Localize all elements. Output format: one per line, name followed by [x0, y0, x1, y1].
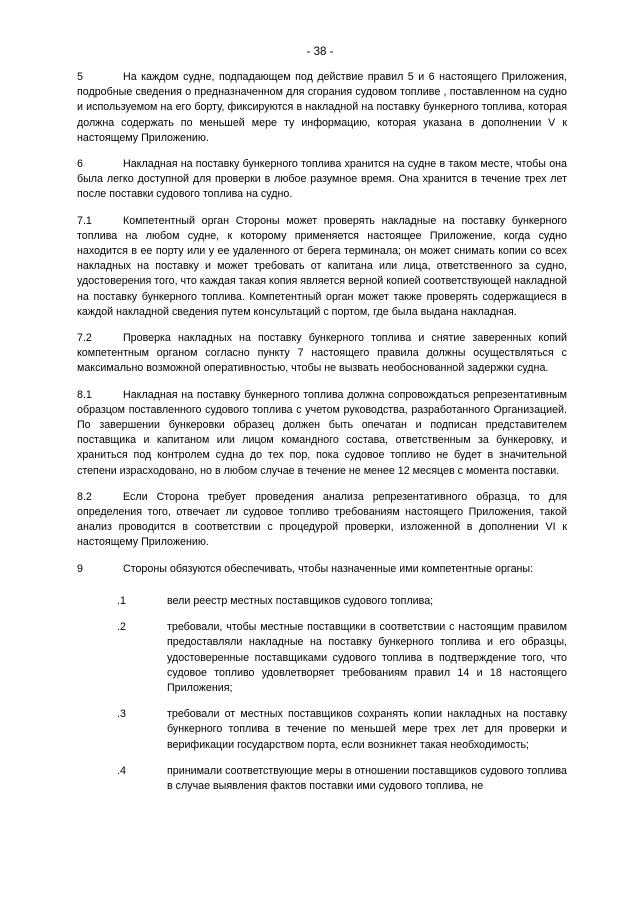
subitem-text: требовали от местных поставщиков сохранять копии накладных на поставку бункерного топлива в течение по меньшей мере трех лет для проверки и верификации государством порта, если возникнет такая необходимость;: [167, 708, 567, 751]
paragraph-5: [77, 70, 567, 146]
paragraph-number: 7.2: [77, 332, 92, 345]
paragraph-text: Накладная на поставку бункерного топлива хранится на судне в таком месте, чтобы она была легко доступной для проверки в любое разумное время. Она хранится в течение трех лет после поставки судового топлива на судно.: [77, 158, 567, 201]
paragraph-9: [77, 562, 567, 577]
paragraph-number: 8.2: [77, 490, 92, 503]
page-number: - 38 -: [306, 46, 334, 58]
subitem-4: [77, 764, 567, 794]
subitem-number: .2: [117, 621, 126, 634]
paragraph-text: Проверка накладных на поставку бункерного топлива и снятие заверенных копий компетентным органом согласно пункту 7 настоящего правила должны осуществляться с максимально возможной оперативностью, чтобы не вызвать необоснованной задержки судна.: [77, 332, 567, 375]
paragraph-7-1: [77, 214, 567, 320]
subitem-text: вели реестр местных поставщиков судового топлива;: [167, 594, 434, 607]
paragraph-number: 7.1: [77, 214, 92, 227]
paragraph-8-2: [77, 490, 567, 551]
paragraph-text: Накладная на поставку бункерного топлива должна сопровождаться репрезентативным образцом поставленного судового топлива с учетом руководства, разработанного Организацией. По завершении бункеровки образец должен быть опечатан и подписан представителем поставщика и капитаном или лицом командного состава, ответственным за бункеровку, и храниться под контролем судна до тех пор, пока судовое топливо не будет в значительной степени израсходовано, но в любом случае в течение не менее 12 месяцев с момента поставки.: [77, 388, 567, 477]
subitem-2: [77, 620, 567, 696]
document-body: [77, 70, 567, 805]
subitem-text: принимали соответствующие меры в отношении поставщиков судового топлива в случае выявления фактов поставки ими судового топлива, не: [167, 764, 567, 792]
paragraph-text: Компетентный орган Стороны может проверять накладные на поставку бункерного топлива на любом судне, к которому применяется настоящее Приложение, когда судно находится в ее порту или у ее удаленного от берега терминала; он может снимать копии со всех накладных на поставку и может требовать от капитана или лица, ответственного за судно, удостоверения того, что каждая такая копия является верной копией соответствующей накладной на поставку бункерного топлива. Компетентный орган может также проверять содержащиеся в каждой накладной сведения путем консультаций с портом, где была выдана накладная.: [77, 214, 568, 318]
paragraph-number: 5: [77, 71, 83, 83]
paragraph-number: 6: [77, 158, 83, 171]
subitem-text: требовали, чтобы местные поставщики в соответствии с настоящим правилом предоставляли накладные на поставку бункерного топлива и его образцы, удостоверенные поставщиками судового топлива в подтверждение того, что судовое топливо удовлетворяет требованиям правил 14 и 18 настоящего Приложения;: [167, 621, 567, 694]
paragraph-number: 9: [77, 562, 83, 575]
subitem-number: .4: [117, 764, 126, 777]
paragraph-7-2: [77, 331, 567, 377]
paragraph-text: Если Сторона требует проведения анализа репрезентативного образца, то для определения того, отвечает ли судовое топливо требованиям настоящего Приложения, такой анализ проводится в соответствии с процедурой проверки, изложенной в дополнении VI к настоящему Приложению.: [77, 490, 567, 549]
paragraph-number: 8.1: [77, 388, 92, 401]
paragraph-6: [77, 157, 567, 203]
paragraph-8-1: [77, 388, 567, 479]
subitem-1: [77, 594, 567, 609]
subitem-number: .3: [117, 708, 126, 721]
paragraph-text: На каждом судне, подпадающем под действие правил 5 и 6 настоящего Приложения, подробные сведения о предназначенном для сгорания судовом топливе , поставленном на судно и используемом на его борту, фиксируются в накладной на поставку бункерного топлива, которая должна содержать по меньшей мере ту информацию, которая указана в дополнении V к настоящему Приложению.: [77, 71, 567, 144]
paragraph-text: Стороны обязуются обеспечивать, чтобы назначенные ими компетентные органы:: [123, 562, 534, 575]
subitem-3: [77, 707, 567, 753]
subitem-number: .1: [117, 594, 126, 607]
